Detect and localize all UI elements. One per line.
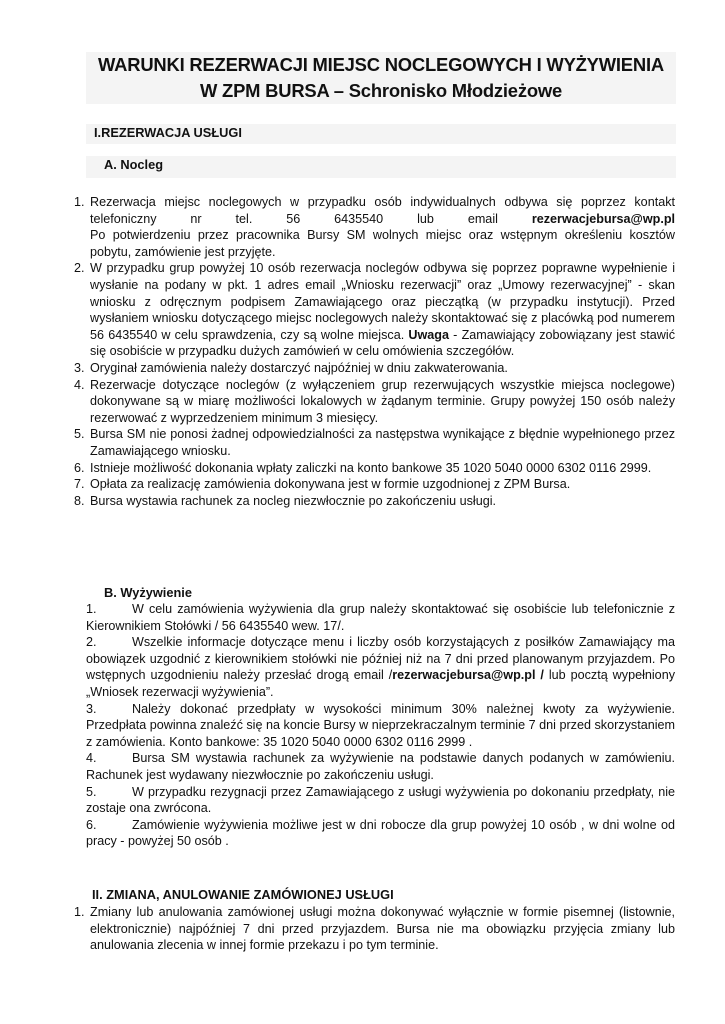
item-number: 5. [74, 427, 85, 442]
item-number: 4. [74, 377, 85, 392]
wyzywienie-item-3 [86, 701, 675, 751]
item-number: 3. [86, 701, 97, 716]
item-text: Bursa SM wystawia rachunek za wyżywienie na podstawie danych podanych w zamówieniu. Rachunek jest wydawany niezwłocznie po zakończeniu usługi. [86, 751, 675, 782]
title-line-1: WARUNKI REZERWACJI MIEJSC NOCLEGOWYCH I WYŻYWIENIA [98, 54, 664, 75]
item-number: 2. [86, 635, 97, 650]
item-number: 1. [74, 905, 85, 919]
document-title [86, 52, 676, 104]
item-text: W przypadku grup powyżej 10 osób rezerwacja noclegów odbywa się poprzez poprawne wypełnienie i wysłanie na podany w pkt. 1 adres email „Wniosku rezerwacji” oraz „Umowy rezerwacyjnej” - skan wniosku z odręcznym podpisem Zamawiającego oraz pieczątką (w przypadku instytucji). Przed wysłaniem wniosku dotyczącego miejsc noclegowych należy skontaktować się z placówką pod numerem 56 6435540 w celu sprawdzenia, czy są wolne miejsca. [90, 261, 675, 342]
email-link[interactable]: rezerwacjebursa@wp.pl / [392, 668, 544, 683]
item-text: Rezerwacja miejsc noclegowych w przypadku osób indywidualnych odbywa się poprzez kontakt telefoniczny nr tel. 56 6435540 lub email [90, 195, 675, 226]
zmiana-list [74, 904, 675, 954]
section-1-heading: I.REZERWACJA USŁUGI [86, 124, 676, 144]
nocleg-item-6 [74, 460, 675, 477]
item-text: W celu zamówienia wyżywienia dla grup należy skontaktować się osobiście lub telefonicznie z Kierownikiem Stołówki / 56 6435540 wew. 17/. [86, 602, 675, 633]
item-number: 6. [74, 460, 85, 475]
item-text: Opłata za realizację zamówienia dokonywana jest w formie uzgodnionej z ZPM Bursa. [90, 477, 571, 492]
item-text: Bursa wystawia rachunek za nocleg niezwłocznie po zakończeniu usługi. [90, 493, 497, 508]
wyzywienie-item-2 [86, 634, 675, 700]
section-1b-heading: B. Wyżywienie [104, 585, 192, 600]
item-text-continued: Po potwierdzeniu przez pracownika Bursy SM wolnych miejsc oraz wstępnym określeniu kosztów pobytu, zamówienie jest przyjęte. [90, 228, 675, 259]
item-text: Istnieje możliwość dokonania wpłaty zaliczki na konto bankowe 35 1020 5040 0000 6302 0116 2999. [90, 460, 652, 475]
nocleg-list [74, 194, 675, 509]
item-number: 2. [74, 261, 85, 276]
section-2-heading: II. ZMIANA, ANULOWANIE ZAMÓWIONEJ USŁUGI [92, 887, 394, 902]
item-text: W przypadku rezygnacji przez Zamawiającego z usługi wyżywienia po dokonaniu przedpłaty, nie zostaje ona zwrócona. [86, 784, 675, 816]
title-line-2: W ZPM BURSA – Schronisko Młodzieżowe [199, 80, 562, 101]
item-text: Należy dokonać przedpłaty w wysokości minimum 30% należnej kwoty za wyżywienie. Przedpłata powinna znaleźć się na koncie Bursy w nieprzekraczalnym terminie 7 dni przed skorzystaniem z zamówienia. Konto bankowe: 35 1020 5040 0000 6302 0116 2999 . [86, 701, 675, 749]
email-link[interactable]: rezerwacjebursa@wp.pl [531, 211, 676, 226]
item-text: Oryginał zamówienia należy dostarczyć najpóźniej w dniu zakwaterowania. [90, 360, 508, 375]
item-number: 7. [74, 477, 85, 492]
wyzywienie-list [86, 601, 675, 850]
item-text: Bursa SM nie ponosi żadnej odpowiedzialności za następstwa wynikające z błędnie wypełnionego przez Zamawiającego wniosku. [90, 427, 675, 458]
item-text: Rezerwacje dotyczące noclegów (z wyłączeniem grup rezerwujących wszystkie miejsca noclegowe) dokonywane są w miarę możliwości lokalowych w żądanym terminie. Grupy powyżej 150 osób należy rezerwować z wyprzedzeniem minimum 3 miesięcy. [90, 377, 675, 425]
nocleg-item-5 [74, 426, 675, 459]
item-text-continued: - Zamawiający zobowiązany jest stawić się osobiście w przypadku dużych zamówień w celu omówienia szczegółów. [90, 327, 675, 359]
nocleg-item-7 [74, 476, 675, 493]
item-text-continued: lub pocztą wypełniony „Wniosek rezerwacji wyżywienia”. [86, 668, 675, 699]
item-number: 1. [86, 602, 97, 616]
item-number: 4. [86, 751, 97, 766]
wyzywienie-item-4 [86, 750, 675, 783]
warning-label: Uwaga [408, 327, 449, 342]
item-number: 3. [74, 360, 85, 375]
item-number: 5. [86, 784, 97, 799]
item-number: 6. [86, 817, 97, 832]
zmiana-item-1 [74, 904, 675, 954]
nocleg-item-1 [74, 194, 675, 260]
nocleg-item-4 [74, 377, 675, 427]
wyzywienie-item-5 [86, 784, 675, 817]
item-text: Wszelkie informacje dotyczące menu i liczby osób korzystających z posiłków Zamawiający ma obowiązek uzgodnić z kierownikiem stołówki nie później niż na 7 dni przed planowanym przyjazdem. Po wstępnych uzgodnieniu należy przesłać drogą email / [86, 635, 675, 683]
nocleg-item-8 [74, 493, 675, 510]
nocleg-item-3 [74, 360, 675, 377]
item-text: Zamówienie wyżywienia możliwe jest w dni robocze dla grup powyżej 10 osób , w dni wolne od pracy - powyżej 50 osób . [86, 817, 675, 849]
item-number: 8. [74, 493, 85, 508]
wyzywienie-item-6 [86, 817, 675, 850]
wyzywienie-item-1 [86, 601, 675, 634]
item-text: Zmiany lub anulowania zamówionej usługi można dokonywać wyłącznie w formie pisemnej (listownie, elektronicznie) najpóźniej 7 dni przed przyjazdem. Bursa nie ma obowiązku przyjęcia zmiany lub anulowania zlecenia w innej formie przekazu i po tym terminie. [90, 905, 675, 953]
nocleg-item-2 [74, 260, 675, 360]
item-number: 1. [74, 195, 85, 209]
section-1a-heading: A. Nocleg [86, 156, 676, 178]
